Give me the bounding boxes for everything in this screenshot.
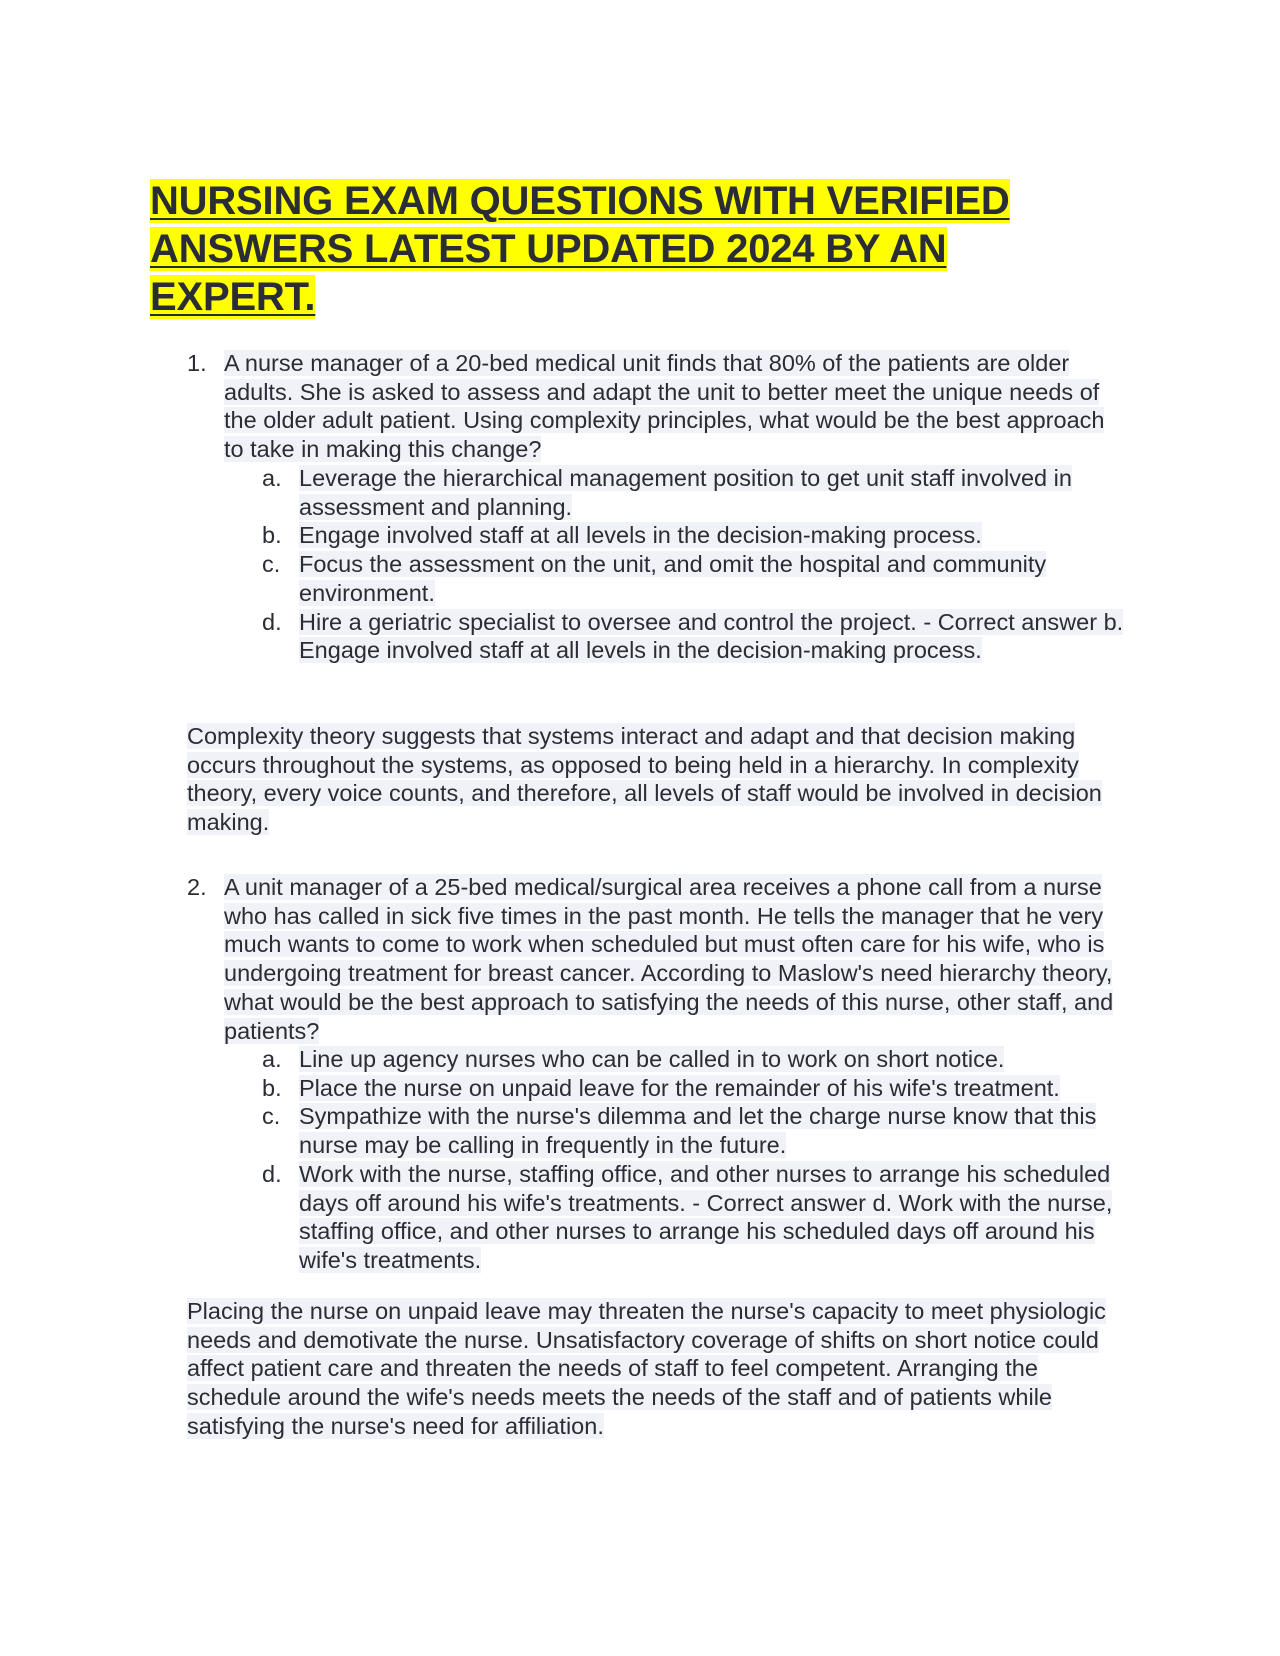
rationale-2 <box>187 1297 1107 1441</box>
question-stem-text: A unit manager of a 25-bed medical/surgical area receives a phone call from a nurse who has called in sick five times in the past month. He tells the manager that he very much wants to come to work when scheduled but must often care for his wife, who is undergoing treatment for breast cancer. According to Maslow's need hierarchy theory, what would be the best approach to satisfying the needs of this nurse, other staff, and patients? <box>224 874 1114 1044</box>
option-letter: c. <box>262 1103 281 1130</box>
option-letter: b. <box>262 1074 282 1101</box>
question-stem-text: A nurse manager of a 20-bed medical unit finds that 80% of the patients are older adults. She is asked to assess and adapt the unit to better meet the unique needs of the older adult patient. Using complexity principles, what would be the best approach to take in making this change? <box>224 350 1105 463</box>
question-number: 1. <box>187 350 207 376</box>
answer-options-1 <box>150 464 1130 665</box>
option-letter: b. <box>262 522 282 549</box>
question-stem <box>224 349 1124 464</box>
option-text: Leverage the hierarchical management position to get unit staff involved in assessment and planning. <box>299 465 1072 520</box>
title-line: ANSWERS LATEST UPDATED 2024 BY AN <box>150 227 947 271</box>
answer-option <box>150 550 1130 607</box>
answer-option <box>150 1074 1130 1103</box>
title-line: EXPERT. <box>150 275 316 319</box>
option-text: Work with the nurse, staffing office, and other nurses to arrange his scheduled days off around his wife's treatments. - Correct answer d. Work with the nurse, staffing office, and other nurses to arrange his scheduled days off around his wife's treatments. <box>299 1160 1113 1273</box>
answer-option <box>150 1102 1130 1159</box>
rationale-1 <box>187 722 1107 837</box>
option-letter: c. <box>262 551 281 578</box>
rationale-text: Complexity theory suggests that systems interact and adapt and that decision making occurs throughout the systems, as opposed to being held in a hierarchy. In complexity theory, every voice counts, and therefore, all levels of staff would be involved in decision making. <box>187 723 1102 836</box>
option-text: Sympathize with the nurse's dilemma and let the charge nurse know that this nurse may be calling in frequently in the future. <box>299 1103 1097 1159</box>
option-text: Hire a geriatric specialist to oversee and control the project. - Correct answer b. Engage involved staff at all levels in the decision-making process. <box>299 608 1124 664</box>
option-text: Line up agency nurses who can be called in to work on short notice. <box>299 1046 1005 1072</box>
option-letter: d. <box>262 1160 282 1187</box>
answer-option <box>150 521 1130 550</box>
option-text: Engage involved staff at all levels in the decision-making process. <box>299 522 982 549</box>
option-text: Place the nurse on unpaid leave for the remainder of his wife's treatment. <box>299 1074 1060 1101</box>
answer-option <box>150 1045 1130 1074</box>
document-title <box>150 177 1090 321</box>
option-letter: a. <box>262 465 282 491</box>
question-number: 2. <box>187 874 207 900</box>
question-stem <box>224 873 1124 1045</box>
rationale-text: Placing the nurse on unpaid leave may threaten the nurse's capacity to meet physiologic needs and demotivate the nurse. Unsatisfactory coverage of shifts on short notice could affect patient care and threaten the needs of staff to feel competent. Arranging the schedule around the wife's needs meets the needs of the staff and of patients while satisfying the nurse's need for affiliation. <box>187 1298 1106 1439</box>
title-line: NURSING EXAM QUESTIONS WITH VERIFIED <box>150 179 1010 223</box>
option-text: Focus the assessment on the unit, and omit the hospital and community environment. <box>299 551 1047 606</box>
answer-option-correct <box>150 608 1130 665</box>
answer-option-correct <box>150 1160 1130 1275</box>
answer-options-2 <box>150 1045 1130 1275</box>
answer-option <box>150 464 1130 521</box>
option-letter: a. <box>262 1046 282 1072</box>
option-letter: d. <box>262 608 282 635</box>
